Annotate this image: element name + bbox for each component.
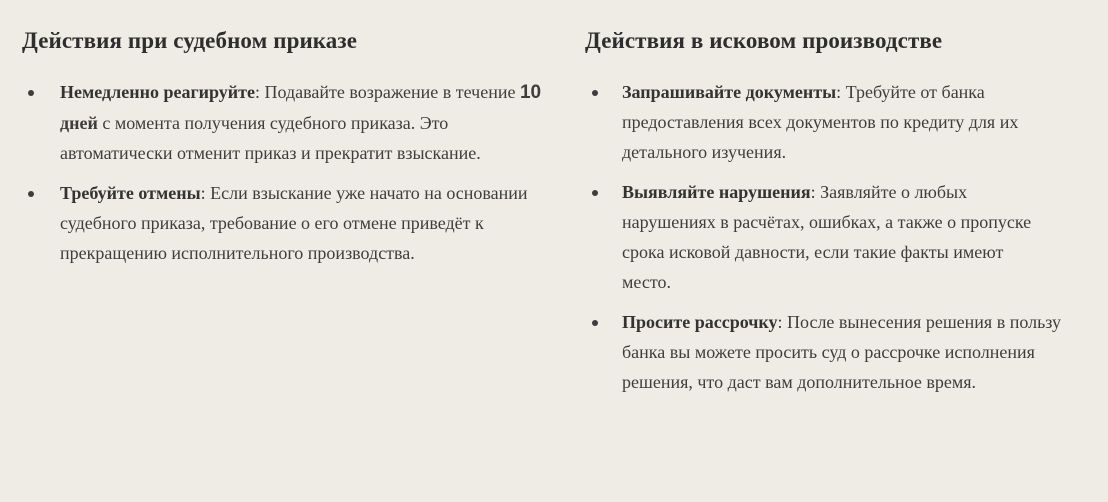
bullet-icon <box>592 90 598 96</box>
lawsuit-list <box>585 77 1095 397</box>
item-lead: Немедленно реагируйте <box>60 82 255 102</box>
bullet-icon <box>28 90 34 96</box>
list-item <box>585 77 1094 167</box>
item-lead: Запрашивайте документы <box>622 82 837 102</box>
item-text: : Подавайте возражение в течение <box>254 82 520 102</box>
list-item <box>585 307 1094 397</box>
item-text: : Заявляйте о любых нарушениях в расчётах, ошибках, а также о пропуске срока исковой давности, если такие факты имеют место. <box>622 182 1032 292</box>
item-text: : После вынесения решения в пользу банка вы можете просить суд о рассрочке исполнения решения, что даст вам дополнительное время. <box>622 312 1062 392</box>
item-text: : Требуйте от банка предоставления всех документов по кредиту для их детального изучения. <box>622 82 1019 162</box>
lawsuit-section <box>585 0 1095 407</box>
list-item <box>22 178 542 268</box>
item-lead: Требуйте отмены <box>60 183 201 203</box>
section-heading-court-order: Действия при судебном приказе <box>22 28 358 53</box>
court-order-section <box>22 0 542 278</box>
item-text-after: с момента получения судебного приказа. Это автоматически отменит приказ и прекратит взыскание. <box>60 113 481 163</box>
item-lead: Выявляйте нарушения <box>622 182 811 202</box>
item-emphasis-number: 10 <box>519 82 542 103</box>
section-heading-lawsuit: Действия в исковом производстве <box>585 28 943 53</box>
bullet-icon <box>28 191 34 197</box>
item-lead: Просите рассрочку <box>622 312 778 332</box>
bullet-icon <box>592 320 598 326</box>
court-order-list <box>22 77 542 268</box>
bullet-icon <box>592 190 598 196</box>
list-item <box>585 177 1054 297</box>
item-text: : Если взыскание уже начато на основании судебного приказа, требование о его отмене приведёт к прекращению исполнительного производства. <box>60 183 528 263</box>
item-emphasis-word: дней <box>60 113 98 133</box>
list-item <box>22 77 542 168</box>
